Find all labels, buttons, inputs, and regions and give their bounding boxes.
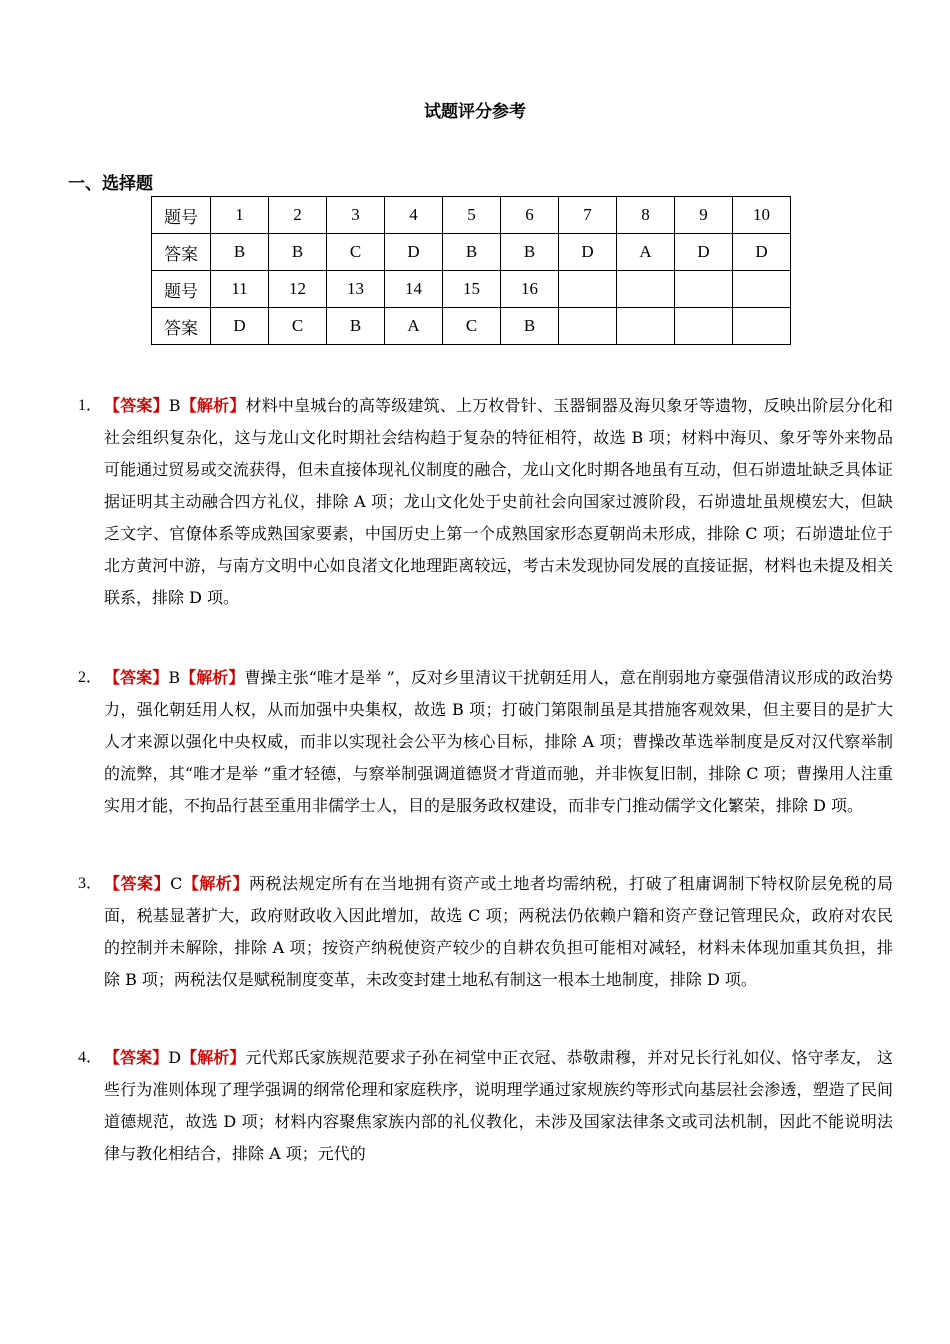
analysis-tag: 【解析】 [180,396,246,415]
section-heading: 一、选择题 [68,174,153,194]
question-number: 3． [78,875,103,892]
table-cell: D [385,234,443,271]
page-title: 试题评分参考 [424,102,526,122]
analysis-text: 曹操主张“唯才是举 ”，反对乡里清议干扰朝廷用人，意在削弱地方豪强借清议形成的政治势力，强化朝廷用人权，从而加强中央集权，故选 B 项；打破门第限制虽是其措施客观效果，但主要目的是扩大人才来源以强化中央权威，而非以实现社会公平为核心目标，排除 A 项；曹操改革选举制度是反对汉代察举制的流弊，其“唯才是举 ”重才轻德，与察举制强调道德贤才背道而驰，并非恢复旧制，排除 C 项；曹操用人注重实用才能，不拘品行甚至重用非儒学士人，目的是服务政权建设，而非专门推动儒学文化繁荣，排除 D 项。 [104,668,893,815]
table-cell: 11 [211,271,269,308]
table-cell: B [211,234,269,271]
table-cell: A [617,234,675,271]
answer-letter: B [168,396,181,415]
table-row [152,234,791,271]
table-cell: C [327,234,385,271]
table-cell: D [559,234,617,271]
answer-tag: 【答案】 [104,396,169,415]
table-row [152,197,791,234]
table-cell: 4 [385,197,443,234]
question-2 [78,662,893,822]
table-cell [733,308,791,345]
table-cell: 15 [443,271,501,308]
question-body [104,390,893,614]
table-cell: C [269,308,327,345]
table-cell [559,308,617,345]
table-cell: 10 [733,197,791,234]
analysis-tag: 【解析】 [182,874,249,893]
table-row [152,271,791,308]
question-number: 2． [78,669,103,686]
table-cell: D [675,234,733,271]
table-cell: A [385,308,443,345]
analysis-text: 两税法规定所有在当地拥有资产或土地者均需纳税，打破了租庸调制下特权阶层免税的局面，税基显著扩大，政府财政收入因此增加，故选 C 项；两税法仍依赖户籍和资产登记管理民众，政府对农民的控制并未解除，排除 A 项；按资产纳税使资产较少的自耕农负担可能相对减轻，材料未体现加重其负担，排除 B 项；两税法仅是赋税制度变革，未改变封建土地私有制这一根本土地制度，排除 D 项。 [104,874,893,989]
answer-letter: B [168,668,181,687]
analysis-text: 材料中皇城台的高等级建筑、上万枚骨针、玉器铜器及海贝象牙等遗物，反映出阶层分化和社会组织复杂化，这与龙山文化时期社会结构趋于复杂的特征相符，故选 B 项；材料中海贝、象牙等外来物品可能通过贸易或交流获得，但未直接体现礼仪制度的融合，龙山文化时期各地虽有互动，但石峁遗址缺乏具体证据证明其主动融合四方礼仪，排除 A 项；龙山文化处于史前社会向国家过渡阶段，石峁遗址虽规模宏大，但缺乏文字、官僚体系等成熟国家要素，中国历史上第一个成熟国家形态夏朝尚未形成，排除 C 项；石峁遗址位于北方黄河中游，与南方文明中心如良渚文化地理距离较远，考古未发现协同发展的直接证据，材料也未提及相关联系，排除 D 项。 [104,396,893,607]
answer-tag: 【答案】 [104,1048,169,1067]
table-cell [559,271,617,308]
table-cell: 5 [443,197,501,234]
table-cell: 6 [501,197,559,234]
answer-tag: 【答案】 [104,874,171,893]
table-cell: B [501,234,559,271]
question-body [104,868,893,996]
table-cell [733,271,791,308]
table-cell [617,308,675,345]
row-header-cell: 题号 [152,271,211,308]
table-cell: 7 [559,197,617,234]
table-cell: 13 [327,271,385,308]
table-cell: B [327,308,385,345]
question-3 [78,868,893,996]
table-cell: 14 [385,271,443,308]
question-number: 1． [78,397,103,414]
answer-tag: 【答案】 [104,668,169,687]
analysis-text: 元代郑氏家族规范要求子孙在祠堂中正衣冠、恭敬肃穆，并对兄长行礼如仪、恪守孝友， 这些行为准则体现了理学强调的纲常伦理和家庭秩序，说明理学通过家规族约等形式向基层社会渗透，塑造了民间道德规范，故选 D 项；材料内容聚焦家族内部的礼仪教化，未涉及国家法律条文或司法机制，因此不能说明法律与教化相结合，排除 A 项；元代的 [104,1048,893,1163]
table-row [152,308,791,345]
answer-letter: D [168,1048,182,1067]
question-number: 4． [78,1049,103,1066]
table-cell: D [211,308,269,345]
table-cell: B [443,234,501,271]
row-header-cell: 答案 [152,234,211,271]
table-cell: 16 [501,271,559,308]
table-cell: 3 [327,197,385,234]
table-cell: 2 [269,197,327,234]
analysis-tag: 【解析】 [181,1048,246,1067]
table-cell: 9 [675,197,733,234]
table-cell [617,271,675,308]
table-cell: 8 [617,197,675,234]
answer-letter: C [170,874,183,893]
row-header-cell: 答案 [152,308,211,345]
table-cell: 12 [269,271,327,308]
table-cell: B [269,234,327,271]
row-header-cell: 题号 [152,197,211,234]
table-cell: C [443,308,501,345]
table-cell [675,271,733,308]
question-body [104,662,893,822]
analysis-tag: 【解析】 [180,668,245,687]
question-body [104,1042,893,1170]
table-cell: 1 [211,197,269,234]
table-cell: B [501,308,559,345]
answer-table [151,196,791,345]
question-4 [78,1042,893,1170]
table-cell [675,308,733,345]
question-1 [78,390,893,614]
table-cell: D [733,234,791,271]
